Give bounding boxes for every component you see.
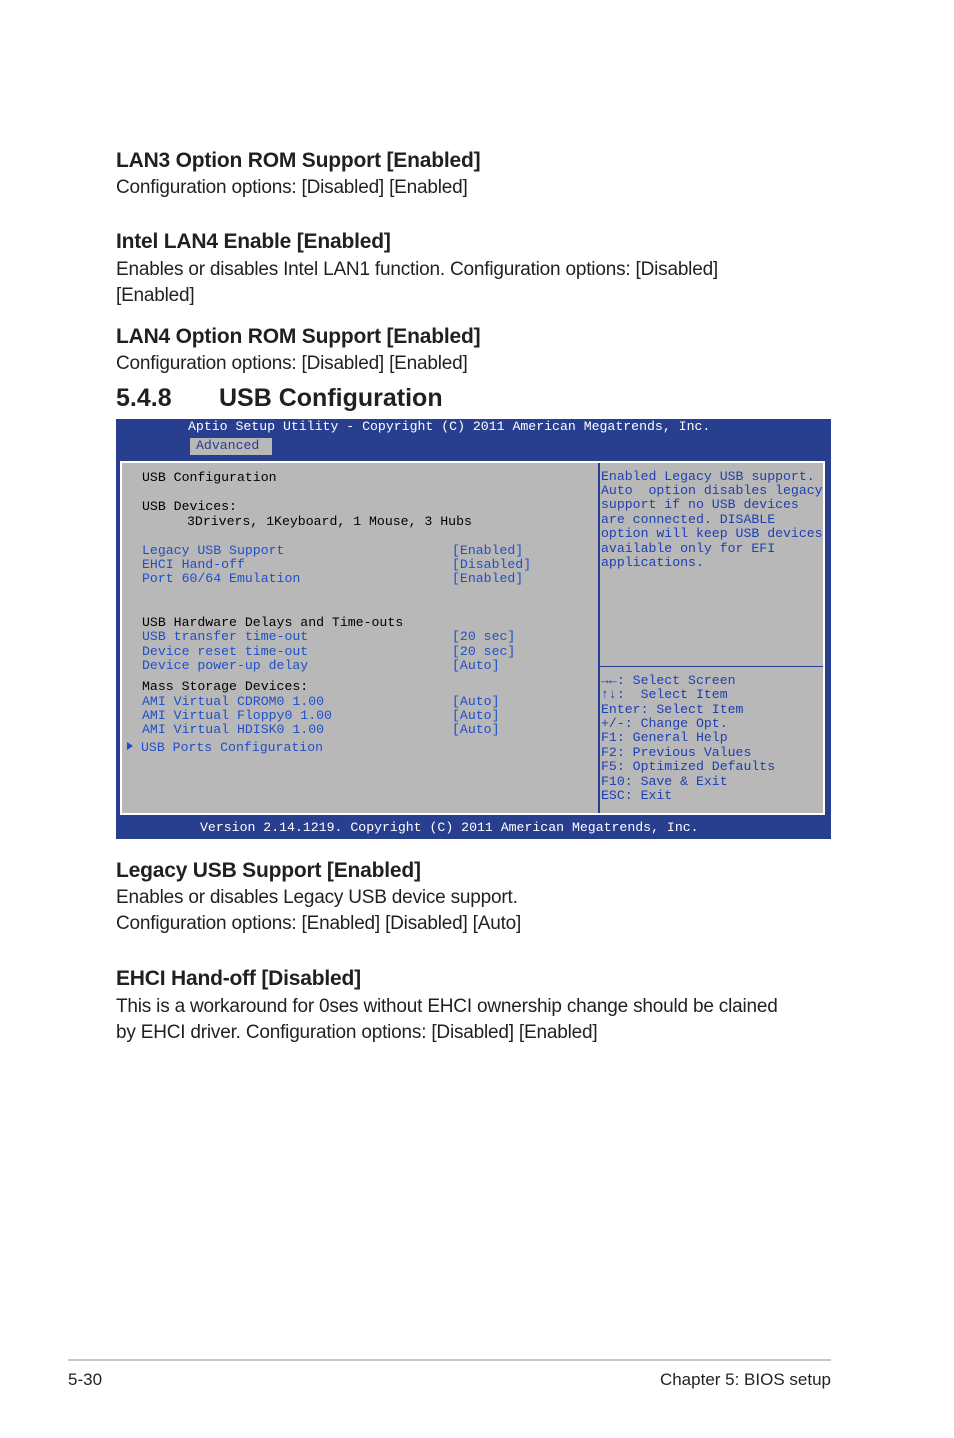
- section-number: 5.4.8: [116, 384, 172, 412]
- device-reset-timeout-value[interactable]: [20 sec]: [452, 644, 516, 659]
- help-line: Auto option disables legacy: [601, 483, 823, 498]
- legacy-usb-text-line2: Configuration options: [Enabled] [Disabled] [Auto]: [116, 913, 522, 934]
- tab-advanced[interactable]: [190, 438, 272, 455]
- menu-item-usb-transfer-timeout[interactable]: USB transfer time-out: [142, 629, 309, 644]
- panel-divider-vertical: [598, 463, 600, 813]
- hdisk-value[interactable]: [Auto]: [452, 722, 500, 737]
- lan4-enable-text-line1: Enables or disables Intel LAN1 function. Configuration options: [Disabled]: [116, 259, 719, 280]
- lan4-rom-text: Configuration options: [Disabled] [Enabled]: [116, 353, 468, 374]
- help-line: Enabled Legacy USB support.: [601, 469, 815, 484]
- help-line: applications.: [601, 555, 704, 570]
- menu-item-ehci-hand-off[interactable]: EHCI Hand-off: [142, 557, 245, 572]
- menu-item-device-powerup-delay[interactable]: Device power-up delay: [142, 658, 309, 673]
- ehci-hand-off-value[interactable]: [Disabled]: [452, 557, 532, 572]
- floppy-value[interactable]: [Auto]: [452, 708, 500, 723]
- device-powerup-delay-value[interactable]: [Auto]: [452, 658, 500, 673]
- storage-label: Mass Storage Devices:: [142, 679, 309, 694]
- cdrom-value[interactable]: [Auto]: [452, 694, 500, 709]
- key-help: F5: Optimized Defaults: [601, 759, 776, 774]
- menu-item-device-reset-timeout[interactable]: Device reset time-out: [142, 644, 309, 659]
- menu-item-legacy-usb-support[interactable]: Legacy USB Support: [142, 543, 285, 558]
- usb-transfer-timeout-value[interactable]: [20 sec]: [452, 629, 516, 644]
- chapter-label: Chapter 5: BIOS setup: [659, 1370, 831, 1389]
- key-help: +/-: Change Opt.: [601, 716, 728, 731]
- ehci-text-line1: This is a workaround for 0ses without EHCI ownership change should be clained: [116, 996, 778, 1017]
- menu-item-usb-ports-configuration[interactable]: USB Ports Configuration: [141, 740, 324, 755]
- bios-footer: [116, 819, 831, 839]
- bios-panel: [120, 461, 825, 815]
- menu-item-cdrom[interactable]: AMI Virtual CDROM0 1.00: [142, 694, 325, 709]
- lan3-text: Configuration options: [Disabled] [Enabled]: [116, 177, 468, 198]
- lan4-enable-heading: Intel LAN4 Enable [Enabled]: [116, 230, 391, 253]
- key-help: →←: Select Screen: [601, 673, 736, 688]
- key-help: F2: Previous Values: [601, 745, 752, 760]
- tab-advanced-label: Advanced: [196, 438, 260, 453]
- key-help: F1: General Help: [601, 730, 728, 745]
- bios-heading: USB Configuration: [142, 470, 277, 485]
- bios-screen: [116, 419, 831, 839]
- key-help: Enter: Select Item: [601, 702, 744, 717]
- bios-panel-inner: [122, 463, 823, 813]
- panel-divider-horizontal: [600, 666, 823, 667]
- menu-item-hdisk[interactable]: AMI Virtual HDISK0 1.00: [142, 722, 325, 737]
- help-line: option will keep USB devices: [601, 526, 823, 541]
- lan4-rom-heading: LAN4 Option ROM Support [Enabled]: [116, 325, 481, 348]
- key-help: F10: Save & Exit: [601, 774, 728, 789]
- section-title: [116, 383, 443, 413]
- bios-footer-text: Version 2.14.1219. Copyright (C) 2011 American Megatrends, Inc.: [200, 820, 699, 835]
- delays-label: USB Hardware Delays and Time-outs: [142, 615, 404, 630]
- legacy-usb-text-line1: Enables or disables Legacy USB device support.: [116, 887, 518, 908]
- help-line: are connected. DISABLE: [601, 512, 776, 527]
- lan4-enable-text-line2: [Enabled]: [116, 285, 195, 306]
- lan3-heading: LAN3 Option ROM Support [Enabled]: [116, 149, 481, 172]
- submenu-arrow-icon: [127, 742, 133, 750]
- bios-title: Aptio Setup Utility - Copyright (C) 2011 American Megatrends, Inc.: [188, 419, 711, 434]
- ehci-heading: EHCI Hand-off [Disabled]: [116, 967, 361, 990]
- key-help: ESC: Exit: [601, 788, 673, 803]
- help-line: support if no USB devices: [601, 497, 799, 512]
- legacy-usb-support-value[interactable]: [Enabled]: [452, 543, 524, 558]
- port-emulation-value[interactable]: [Enabled]: [452, 571, 524, 586]
- legacy-usb-heading: Legacy USB Support [Enabled]: [116, 859, 421, 882]
- section-title-text: USB Configuration: [219, 384, 443, 412]
- page-number: 5-30: [68, 1370, 103, 1389]
- ehci-text-line2: by EHCI driver. Configuration options: [Disabled] [Enabled]: [116, 1022, 598, 1043]
- menu-item-floppy[interactable]: AMI Virtual Floppy0 1.00: [142, 708, 332, 723]
- menu-item-port-emulation[interactable]: Port 60/64 Emulation: [142, 571, 301, 586]
- key-help: ↑↓: Select Item: [601, 687, 728, 702]
- usb-devices-value: 3Drivers, 1Keyboard, 1 Mouse, 3 Hubs: [187, 514, 472, 529]
- usb-devices-label: USB Devices:: [142, 499, 237, 514]
- footer-rule: [68, 1359, 831, 1361]
- help-line: available only for EFI: [601, 541, 776, 556]
